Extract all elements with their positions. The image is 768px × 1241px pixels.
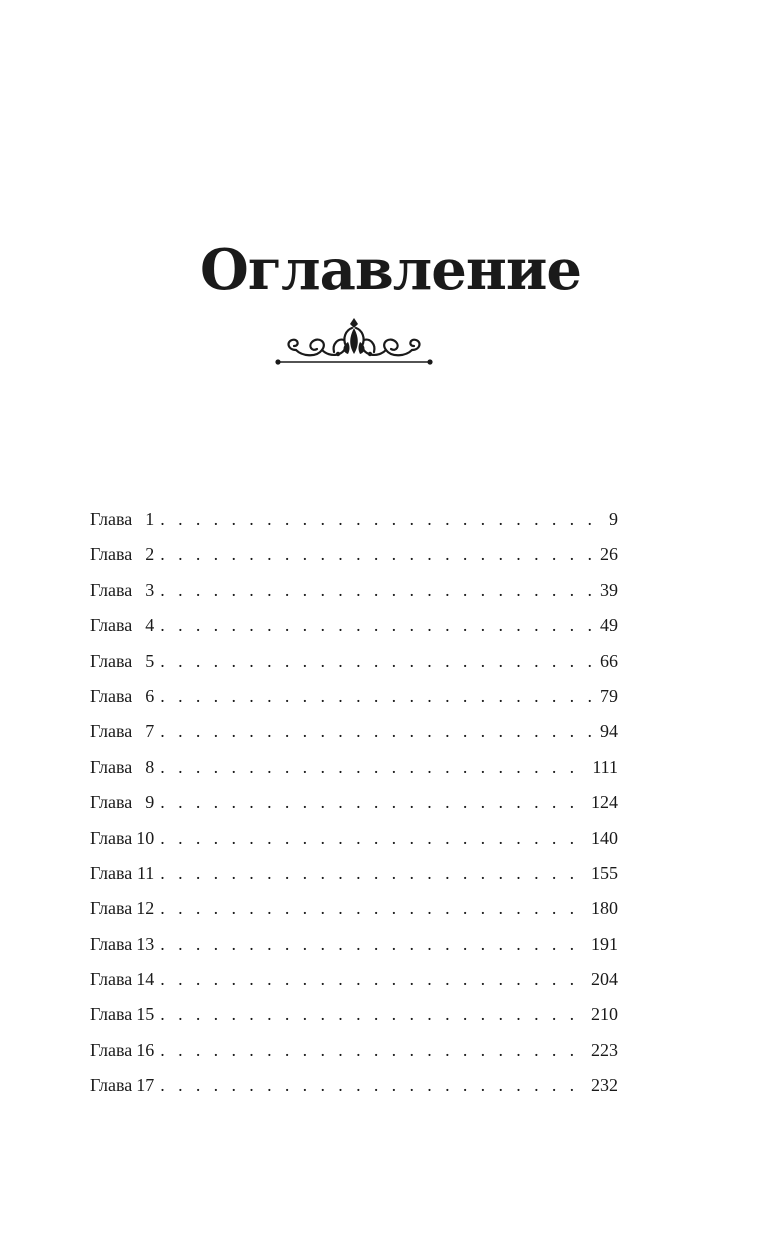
chapter-number: 13 [136, 933, 155, 954]
toc-row [90, 1068, 618, 1103]
chapter-number: 7 [145, 721, 155, 742]
dot-leader [160, 679, 594, 714]
dot-leader [160, 785, 585, 820]
chapter-label: Глава [90, 1075, 133, 1096]
dot-leader [160, 997, 585, 1032]
page-number: 94 [600, 721, 618, 742]
toc-row [90, 785, 618, 820]
chapter-label: Глава [90, 862, 133, 883]
chapter-number: 4 [145, 615, 155, 636]
dot-leader [160, 537, 594, 572]
chapter-number: 14 [136, 969, 155, 990]
page-number: 39 [600, 579, 618, 600]
chapter-number: 17 [136, 1075, 155, 1096]
dot-leader [160, 502, 603, 537]
chapter-number: 3 [145, 579, 155, 600]
page-number: 140 [591, 827, 618, 848]
dot-leader [160, 750, 586, 785]
chapter-label: Глава [90, 756, 133, 777]
chapter-number: 16 [136, 1039, 155, 1060]
chapter-label: Глава [90, 721, 133, 742]
chapter-label: Глава [90, 650, 133, 671]
dot-leader [160, 573, 594, 608]
page-number: 210 [591, 1004, 618, 1025]
chapter-number: 12 [136, 898, 155, 919]
toc-row [90, 644, 618, 679]
chapter-number: 15 [136, 1004, 155, 1025]
page-number: 232 [591, 1075, 618, 1096]
toc-row [90, 750, 618, 785]
chapter-number: 1 [145, 509, 155, 529]
page-title: Оглавление [200, 237, 582, 303]
chapter-number: 9 [145, 792, 155, 813]
dot-leader [160, 644, 594, 679]
chapter-number: 5 [145, 650, 155, 671]
page-number: 191 [591, 933, 618, 954]
toc-row [90, 679, 618, 714]
chapter-label: Глава [90, 933, 133, 954]
toc-row [90, 962, 618, 997]
toc-row [90, 891, 618, 926]
dot-leader [160, 927, 585, 962]
toc-row [90, 821, 618, 856]
dot-leader [160, 1033, 585, 1068]
toc-row [90, 714, 618, 749]
chapter-label: Глава [90, 509, 133, 529]
page-number: 155 [591, 862, 618, 883]
chapter-number: 8 [145, 756, 155, 777]
dot-leader [160, 714, 594, 749]
toc-row [90, 856, 618, 891]
chapter-label: Глава [90, 827, 133, 848]
page-number: 111 [592, 756, 618, 777]
chapter-label: Глава [90, 898, 133, 919]
chapter-number: 6 [145, 685, 155, 706]
page-number: 204 [591, 969, 618, 990]
toc-row [90, 608, 618, 643]
page-number: 223 [591, 1039, 618, 1060]
dot-leader [160, 962, 585, 997]
page-number: 180 [591, 898, 618, 919]
page-number: 124 [591, 792, 618, 813]
chapter-number: 10 [136, 827, 155, 848]
dot-leader [160, 856, 585, 891]
chapter-number: 11 [136, 862, 155, 883]
page-number: 26 [600, 544, 618, 565]
toc-row [90, 502, 618, 537]
toc-row [90, 537, 618, 572]
dot-leader [160, 1068, 585, 1103]
page-number: 49 [600, 615, 618, 636]
toc-row [90, 927, 618, 962]
chapter-label: Глава [90, 579, 133, 600]
chapter-label: Глава [90, 792, 133, 813]
chapter-label: Глава [90, 1039, 133, 1060]
floral-divider-icon [272, 316, 436, 368]
chapter-label: Глава [90, 685, 133, 706]
chapter-label: Глава [90, 969, 133, 990]
page-number: 9 [609, 509, 618, 529]
dot-leader [160, 608, 594, 643]
dot-leader [160, 821, 585, 856]
toc-row [90, 1033, 618, 1068]
chapter-number: 2 [145, 544, 155, 565]
chapter-label: Глава [90, 615, 133, 636]
dot-leader [160, 891, 585, 926]
page-number: 66 [600, 650, 618, 671]
table-of-contents [90, 502, 618, 1104]
chapter-label: Глава [90, 544, 133, 565]
toc-row [90, 573, 618, 608]
toc-row [90, 997, 618, 1032]
chapter-label: Глава [90, 1004, 133, 1025]
page-number: 79 [600, 685, 618, 706]
